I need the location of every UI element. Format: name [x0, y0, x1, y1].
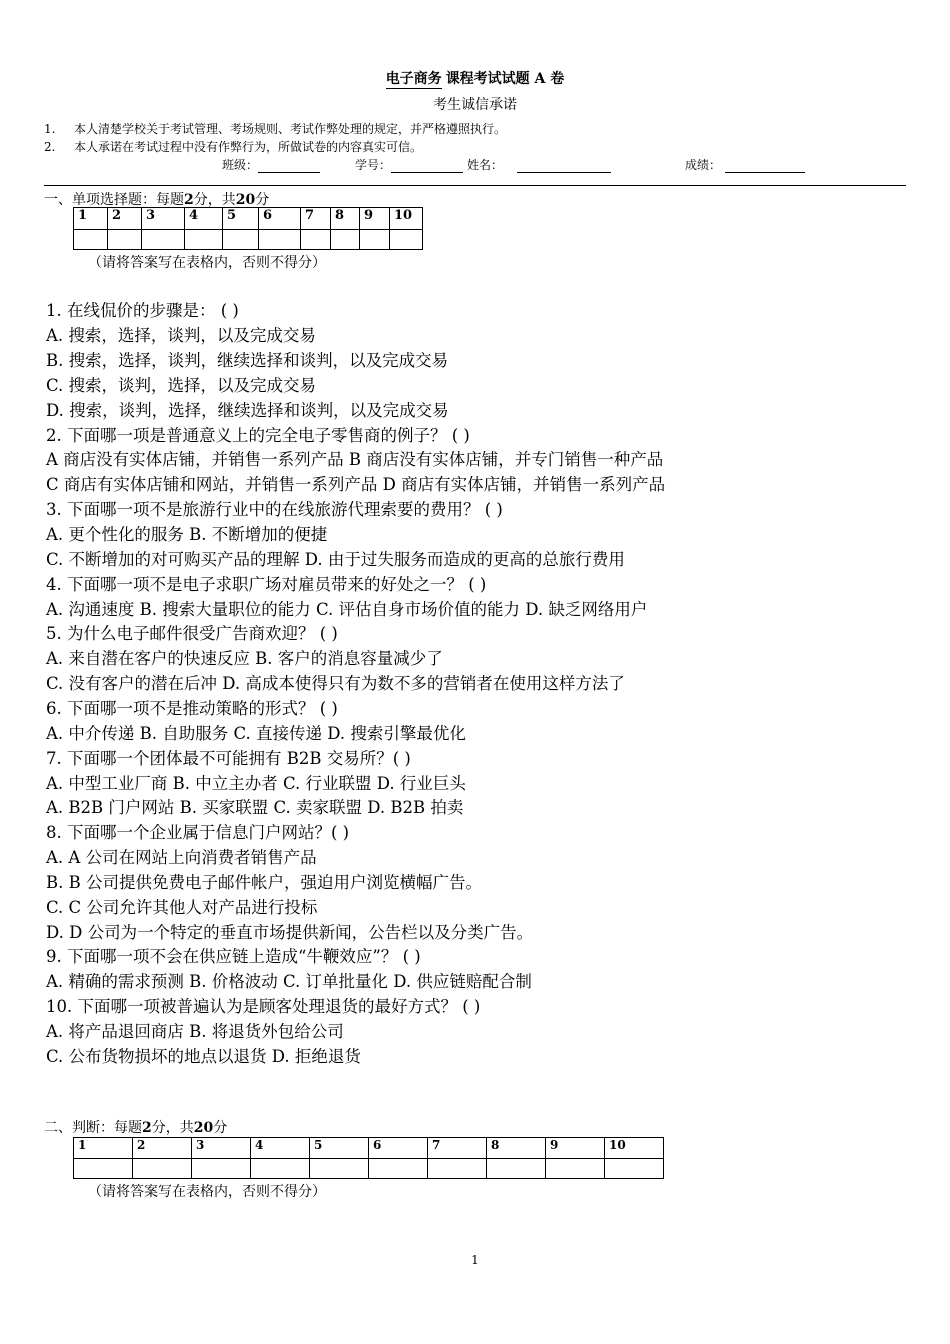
- pledge-item-number: 2.: [44, 140, 56, 154]
- answer-table-header: 1: [74, 1138, 133, 1159]
- name-field: [467, 156, 611, 173]
- answer-table-header-row: [74, 1138, 664, 1159]
- answer-cell[interactable]: [251, 1159, 310, 1179]
- answer-cell[interactable]: [360, 230, 390, 250]
- pledge-item-2: [44, 138, 422, 155]
- answer-cell[interactable]: [259, 230, 301, 250]
- question-line: 3. 下面哪一项不是旅游行业中的在线旅游代理索要的费用？ ( ): [46, 500, 503, 519]
- answer-cell[interactable]: [74, 230, 108, 250]
- question-line: A. B2B 门户网站 B. 买家联盟 C. 卖家联盟 D. B2B 拍卖: [46, 798, 464, 817]
- section1-note: （请将答案写在表格内，否则不得分）: [88, 255, 326, 271]
- student-id-label: 学号：: [355, 158, 392, 172]
- question-line: A. 精确的需求预测 B. 价格波动 C. 订单批量化 D. 供应链赔配合制: [46, 972, 532, 991]
- answer-cell[interactable]: [331, 230, 360, 250]
- question-line: 5. 为什么电子邮件很受广告商欢迎？ ( ): [46, 624, 338, 643]
- answer-cell[interactable]: [142, 230, 185, 250]
- answer-table-header: 9: [360, 208, 390, 230]
- answer-cell[interactable]: [74, 1159, 133, 1179]
- score-field: [685, 156, 805, 173]
- answer-cell[interactable]: [546, 1159, 605, 1179]
- section2-note: （请将答案写在表格内，否则不得分）: [88, 1184, 326, 1200]
- question-line: A. 更个性化的服务 B. 不断增加的便捷: [46, 525, 328, 544]
- answer-cell[interactable]: [185, 230, 223, 250]
- question-line: B. B 公司提供免费电子邮件帐户，强迫用户浏览横幅广告。: [46, 873, 482, 892]
- answer-cell[interactable]: [390, 230, 423, 250]
- section2-title-prefix: 二、判断：每题: [44, 1120, 142, 1136]
- answer-table-header: 8: [487, 1138, 546, 1159]
- class-blank[interactable]: [258, 159, 320, 173]
- section1-points: 2: [184, 192, 194, 208]
- section1-title-prefix: 一、单项选择题：每题: [44, 192, 184, 208]
- pledge-title: 考生诚信承诺: [433, 97, 517, 113]
- question-line: 2. 下面哪一项是普通意义上的完全电子零售商的例子？ ( ): [46, 426, 470, 445]
- question-line: C. 搜索，谈判，选择，以及完成交易: [46, 376, 317, 395]
- class-label: 班级：: [222, 158, 259, 172]
- score-label: 成绩：: [685, 158, 722, 172]
- name-label: 姓名：: [467, 158, 504, 172]
- section2-title: [44, 1117, 227, 1137]
- question-line: 4. 下面哪一项不是电子求职广场对雇员带来的好处之一？ ( ): [46, 575, 487, 594]
- exam-title-rest: 课程考试试题 A 卷: [445, 71, 565, 87]
- question-line: A. A 公司在网站上向消费者销售产品: [46, 848, 317, 867]
- answer-table-header-row: [74, 208, 423, 230]
- question-line: A. 来自潜在客户的快速反应 B. 客户的消息容量减少了: [46, 649, 443, 668]
- pledge-item-1: [44, 120, 506, 137]
- section2-points: 2: [142, 1120, 152, 1136]
- section2-title-mid: 分，共: [151, 1120, 194, 1136]
- question-line: 6. 下面哪一项不是推动策略的形式？ ( ): [46, 699, 338, 718]
- question-line: D. D 公司为一个特定的垂直市场提供新闻，公告栏以及分类广告。: [46, 923, 534, 942]
- section1-title-suffix: 分: [255, 192, 270, 208]
- question-line: D. 搜索，谈判，选择，继续选择和谈判，以及完成交易: [46, 401, 449, 420]
- answer-table-header: 10: [390, 208, 423, 230]
- section1-answer-table: [73, 207, 423, 250]
- answer-cell[interactable]: [108, 230, 142, 250]
- answer-table-header: 5: [223, 208, 259, 230]
- answer-table-header: 6: [369, 1138, 428, 1159]
- question-line: A. 搜索，选择，谈判，以及完成交易: [46, 326, 316, 345]
- question-line: C. 不断增加的对可购买产品的理解 D. 由于过失服务而造成的更高的总旅行费用: [46, 550, 625, 569]
- question-line: A. 中型工业厂商 B. 中立主办者 C. 行业联盟 D. 行业巨头: [46, 774, 466, 793]
- answer-cell[interactable]: [428, 1159, 487, 1179]
- answer-cell[interactable]: [192, 1159, 251, 1179]
- section2-total: 20: [193, 1120, 214, 1136]
- answer-table-header: 8: [331, 208, 360, 230]
- student-id-field: [355, 156, 463, 173]
- answer-cell[interactable]: [310, 1159, 369, 1179]
- question-line: 10. 下面哪一项被普遍认为是顾客处理退货的最好方式？ ( ): [46, 997, 481, 1016]
- exam-title: [0, 68, 950, 88]
- question-line: 1. 在线侃价的步骤是： ( ): [46, 301, 239, 320]
- answer-table-header: 2: [133, 1138, 192, 1159]
- question-line: 8. 下面哪一个企业属于信息门户网站？( ): [46, 823, 350, 842]
- question-line: 7. 下面哪一个团体最不可能拥有 B2B 交易所？( ): [46, 749, 411, 768]
- answer-table-header: 3: [192, 1138, 251, 1159]
- answer-table-header: 7: [428, 1138, 487, 1159]
- question-line: A 商店没有实体店铺，并销售一系列产品 B 商店没有实体店铺，并专门销售一种产品: [46, 450, 664, 469]
- question-line: A. 沟通速度 B. 搜索大量职位的能力 C. 评估自身市场价值的能力 D. 缺乏网络用户: [46, 600, 648, 619]
- answer-table-header: 1: [74, 208, 108, 230]
- score-blank[interactable]: [725, 159, 805, 173]
- answer-cell[interactable]: [487, 1159, 546, 1179]
- answer-cell[interactable]: [133, 1159, 192, 1179]
- section2-answer-table: [73, 1137, 664, 1179]
- pledge-item-text: 本人承诺在考试过程中没有作弊行为，所做试卷的内容真实可信。: [74, 140, 423, 154]
- exam-subject: 电子商务: [385, 71, 442, 87]
- answer-table-header: 6: [259, 208, 301, 230]
- answer-table-answer-row: [74, 1159, 664, 1179]
- answer-cell[interactable]: [605, 1159, 664, 1179]
- section1-total: 20: [235, 192, 256, 208]
- question-line: C 商店有实体店铺和网站，并销售一系列产品 D 商店有实体店铺，并销售一系列产品: [46, 475, 666, 494]
- question-line: C. C 公司允许其他人对产品进行投标: [46, 898, 318, 917]
- name-blank[interactable]: [517, 159, 611, 173]
- section2-title-suffix: 分: [213, 1120, 228, 1136]
- answer-cell[interactable]: [369, 1159, 428, 1179]
- class-field: [222, 156, 320, 173]
- answer-table-header: 2: [108, 208, 142, 230]
- question-line: C. 公布货物损坏的地点以退货 D. 拒绝退货: [46, 1047, 361, 1066]
- page-number: 1: [471, 1253, 479, 1267]
- answer-table-header: 9: [546, 1138, 605, 1159]
- section1-title: [44, 189, 269, 209]
- answer-table-header: 3: [142, 208, 185, 230]
- answer-table-header: 5: [310, 1138, 369, 1159]
- student-id-blank[interactable]: [391, 159, 463, 173]
- question-line: A. 将产品退回商店 B. 将退货外包给公司: [46, 1022, 344, 1041]
- pledge-item-number: 1.: [44, 122, 56, 136]
- pledge-item-text: 本人清楚学校关于考试管理、考场规则、考试作弊处理的规定，并严格遵照执行。: [74, 122, 507, 136]
- section1-title-mid: 分，共: [193, 192, 236, 208]
- question-line: C. 没有客户的潜在后冲 D. 高成本使得只有为数不多的营销者在使用这样方法了: [46, 674, 625, 693]
- answer-table-header: 4: [185, 208, 223, 230]
- question-line: B. 搜索，选择，谈判，继续选择和谈判，以及完成交易: [46, 351, 449, 370]
- answer-cell[interactable]: [223, 230, 259, 250]
- question-line: A. 中介传递 B. 自助服务 C. 直接传递 D. 搜索引擎最优化: [46, 724, 466, 743]
- answer-table-header: 4: [251, 1138, 310, 1159]
- answer-cell[interactable]: [301, 230, 331, 250]
- header-divider: [44, 185, 906, 186]
- question-line: 9. 下面哪一项不会在供应链上造成“牛鞭效应”？ ( ): [46, 947, 421, 966]
- answer-table-header: 7: [301, 208, 331, 230]
- answer-table-header: 10: [605, 1138, 664, 1159]
- answer-table-answer-row: [74, 230, 423, 250]
